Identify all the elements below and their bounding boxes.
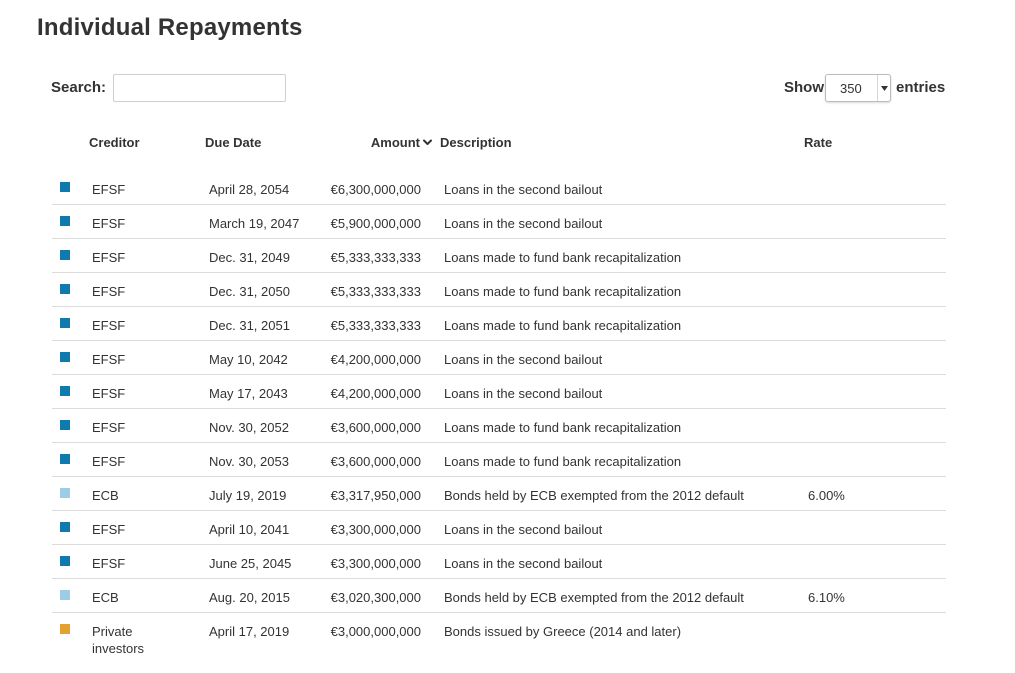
- cell-creditor: EFSF: [92, 216, 126, 231]
- cell-creditor: EFSF: [92, 182, 126, 197]
- column-header-amount[interactable]: [322, 135, 432, 150]
- creditor-color-swatch: [60, 556, 70, 566]
- chevron-down-icon[interactable]: [877, 75, 890, 101]
- creditor-color-swatch: [60, 352, 70, 362]
- cell-due-date: May 10, 2042: [209, 352, 288, 367]
- column-header-description[interactable]: Description: [440, 135, 512, 150]
- cell-description: Loans in the second bailout: [444, 182, 603, 197]
- creditor-color-swatch: [60, 454, 70, 464]
- cell-description: Bonds issued by Greece (2014 and later): [444, 624, 682, 639]
- table-row: [52, 171, 946, 205]
- cell-rate: 6.00%: [808, 488, 845, 503]
- table-row: [52, 443, 946, 477]
- table-row: [52, 273, 946, 307]
- cell-creditor: EFSF: [92, 386, 126, 401]
- table-header: [52, 127, 946, 157]
- creditor-color-swatch: [60, 250, 70, 260]
- column-header-amount-label: Amount: [370, 135, 420, 150]
- table-row: [52, 511, 946, 545]
- cell-amount: €4,200,000,000: [330, 386, 421, 401]
- cell-creditor: EFSF: [92, 420, 126, 435]
- cell-amount: €3,600,000,000: [330, 454, 421, 469]
- cell-due-date: Dec. 31, 2049: [209, 250, 290, 265]
- cell-creditor: EFSF: [92, 318, 126, 333]
- cell-description: Loans made to fund bank recapitalization: [444, 250, 682, 265]
- cell-creditor: EFSF: [92, 284, 126, 299]
- cell-creditor: EFSF: [92, 522, 126, 537]
- creditor-color-swatch: [60, 590, 70, 600]
- column-header-due-date[interactable]: Due Date: [205, 135, 262, 150]
- table-row: [52, 545, 946, 579]
- cell-description: Loans made to fund bank recapitalization: [444, 420, 682, 435]
- cell-amount: €3,300,000,000: [330, 522, 421, 537]
- cell-amount: €5,333,333,333: [330, 284, 421, 299]
- table-row: [52, 307, 946, 341]
- page-title: Individual Repayments: [37, 14, 303, 41]
- cell-due-date: Nov. 30, 2053: [209, 454, 289, 469]
- table-row: [52, 579, 946, 613]
- search-input[interactable]: [113, 74, 286, 102]
- cell-due-date: Dec. 31, 2050: [209, 284, 290, 299]
- cell-amount: €3,600,000,000: [330, 420, 421, 435]
- cell-amount: €5,900,000,000: [330, 216, 421, 231]
- search-label: Search:: [51, 79, 107, 96]
- cell-due-date: June 25, 2045: [209, 556, 292, 571]
- cell-due-date: March 19, 2047: [209, 216, 300, 231]
- cell-amount: €5,333,333,333: [330, 250, 421, 265]
- entries-select-value: 350: [840, 81, 862, 96]
- cell-description: Loans in the second bailout: [444, 556, 603, 571]
- entries-select[interactable]: [825, 74, 891, 102]
- creditor-color-swatch: [60, 182, 70, 192]
- cell-amount: €3,317,950,000: [330, 488, 421, 503]
- column-header-rate[interactable]: Rate: [804, 135, 833, 150]
- table-row: [52, 375, 946, 409]
- cell-amount: €4,200,000,000: [330, 352, 421, 367]
- cell-description: Loans in the second bailout: [444, 386, 603, 401]
- table-row: [52, 239, 946, 273]
- cell-due-date: Dec. 31, 2051: [209, 318, 290, 333]
- creditor-color-swatch: [60, 216, 70, 226]
- cell-due-date: April 17, 2019: [209, 624, 290, 639]
- cell-due-date: July 19, 2019: [209, 488, 287, 503]
- cell-creditor: EFSF: [92, 250, 126, 265]
- cell-due-date: May 17, 2043: [209, 386, 288, 401]
- cell-creditor: ECB: [92, 488, 119, 503]
- cell-description: Loans in the second bailout: [444, 522, 603, 537]
- cell-due-date: Aug. 20, 2015: [209, 590, 290, 605]
- creditor-color-swatch: [60, 522, 70, 532]
- cell-creditor: EFSF: [92, 352, 126, 367]
- cell-description: Loans made to fund bank recapitalization: [444, 454, 682, 469]
- cell-creditor: ECB: [92, 590, 119, 605]
- cell-amount: €5,333,333,333: [330, 318, 421, 333]
- entries-label: entries: [896, 79, 946, 96]
- creditor-color-swatch: [60, 624, 70, 634]
- cell-due-date: April 28, 2054: [209, 182, 290, 197]
- cell-amount: €6,300,000,000: [330, 182, 421, 197]
- cell-description: Loans in the second bailout: [444, 352, 603, 367]
- cell-amount: €3,020,300,000: [330, 590, 421, 605]
- table-row: [52, 613, 946, 673]
- cell-creditor: Private investors: [92, 624, 145, 656]
- creditor-color-swatch: [60, 488, 70, 498]
- cell-description: Bonds held by ECB exempted from the 2012 default: [444, 488, 744, 503]
- cell-amount: €3,300,000,000: [330, 556, 421, 571]
- cell-description: Loans made to fund bank recapitalization: [444, 318, 682, 333]
- column-header-creditor[interactable]: Creditor: [89, 135, 140, 150]
- cell-amount: €3,000,000,000: [330, 624, 421, 639]
- creditor-color-swatch: [60, 386, 70, 396]
- cell-rate: 6.10%: [808, 590, 845, 605]
- cell-description: Loans in the second bailout: [444, 216, 603, 231]
- sort-descending-icon: [423, 139, 432, 146]
- creditor-color-swatch: [60, 318, 70, 328]
- cell-creditor: EFSF: [92, 454, 126, 469]
- creditor-color-swatch: [60, 284, 70, 294]
- repayments-table-body: [52, 171, 946, 673]
- table-row: [52, 477, 946, 511]
- table-row: [52, 341, 946, 375]
- cell-creditor: EFSF: [92, 556, 126, 571]
- cell-due-date: Nov. 30, 2052: [209, 420, 289, 435]
- creditor-color-swatch: [60, 420, 70, 430]
- table-row: [52, 205, 946, 239]
- table-row: [52, 409, 946, 443]
- show-label: Show: [784, 79, 824, 96]
- cell-due-date: April 10, 2041: [209, 522, 290, 537]
- cell-description: Bonds held by ECB exempted from the 2012 default: [444, 590, 744, 605]
- cell-description: Loans made to fund bank recapitalization: [444, 284, 682, 299]
